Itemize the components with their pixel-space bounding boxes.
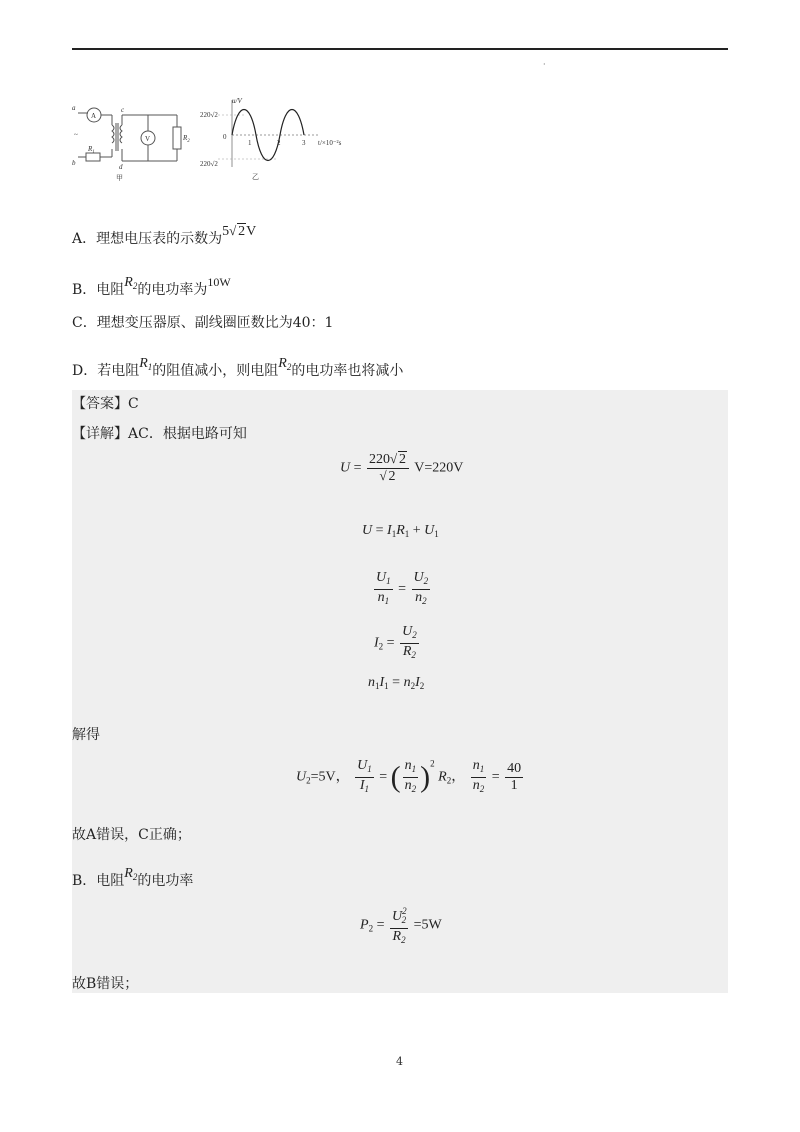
solve-label: 解得 bbox=[72, 727, 100, 743]
voltmeter-icon: V bbox=[145, 135, 151, 143]
yi-origin: 0 bbox=[223, 133, 227, 141]
yi-t1: 1 bbox=[248, 139, 252, 147]
circuit-and-waveform-figure bbox=[72, 95, 372, 185]
yi-ytop: 220√2 bbox=[200, 111, 218, 119]
equation-6: $U_2=5V$， $\frac{U_1}{I_1}$ = ( $\frac{n_1}{n_2}$ )$^2$ $R_2$， $\frac{n_1}{n_2}$ = $\frac{40}{1}$ bbox=[296, 758, 522, 794]
ac-symbol: ~ bbox=[74, 131, 78, 139]
label-r1: $R_1$ bbox=[88, 145, 95, 155]
detail-intro: 【详解】AC．根据电路可知 bbox=[72, 426, 247, 442]
terminal-d: d bbox=[119, 163, 123, 171]
option-a: A．理想电压表的示数为5√ 2V bbox=[72, 222, 256, 249]
equation-3: $\frac{U_1}{n_1}$ = $\frac{U_2}{n_2}$ bbox=[376, 570, 429, 606]
yi-ybottom: 220√2 bbox=[200, 160, 218, 168]
detail-b-label: B．电阻$R_2$的电功率 bbox=[72, 866, 194, 889]
caption-jia: 甲 bbox=[116, 174, 123, 182]
answer-line: 【答案】C bbox=[72, 396, 139, 412]
conclusion-2: 故B错误； bbox=[72, 976, 139, 992]
header-rule bbox=[72, 48, 728, 50]
yi-t3: 3 bbox=[302, 139, 306, 147]
yi-xlabel: t/×10⁻²s bbox=[318, 139, 342, 147]
option-c: C．理想变压器原、副线圈匝数比为40：1 bbox=[72, 315, 334, 331]
header-mark: · bbox=[543, 60, 546, 69]
terminal-a: a bbox=[72, 104, 76, 112]
caption-yi: 乙 bbox=[252, 173, 259, 181]
option-b: B．电阻$R_2$的电功率为10W bbox=[72, 275, 231, 298]
equation-2: $U = I_1R_1 + U_1$ bbox=[362, 523, 439, 539]
option-d: D．若电阻$R_1$的阻值减小，则电阻$R_2$的电功率也将减小 bbox=[72, 356, 404, 379]
yi-ylabel: u/V bbox=[232, 97, 242, 105]
equation-4: $I_2$ = $\frac{U_2}{R_2}$ bbox=[374, 624, 417, 660]
ammeter-icon: A bbox=[91, 112, 97, 120]
terminal-b: b bbox=[72, 159, 76, 167]
equation-7: $P_2$ = $\frac{U^2_2}{R_2}$ =5W bbox=[360, 903, 442, 948]
terminal-c: c bbox=[121, 106, 125, 114]
page-number: 4 bbox=[396, 1055, 403, 1068]
label-r2: $R_2$ bbox=[183, 134, 190, 144]
equation-5: $n_1I_1 = n_2I_2$ bbox=[368, 675, 425, 691]
yi-t2: 2 bbox=[277, 139, 281, 147]
equation-1: U = 220√ 2 √ 2 V=220V bbox=[340, 452, 463, 485]
conclusion-1: 故A错误，C正确； bbox=[72, 827, 191, 843]
figure-yi bbox=[200, 97, 342, 181]
